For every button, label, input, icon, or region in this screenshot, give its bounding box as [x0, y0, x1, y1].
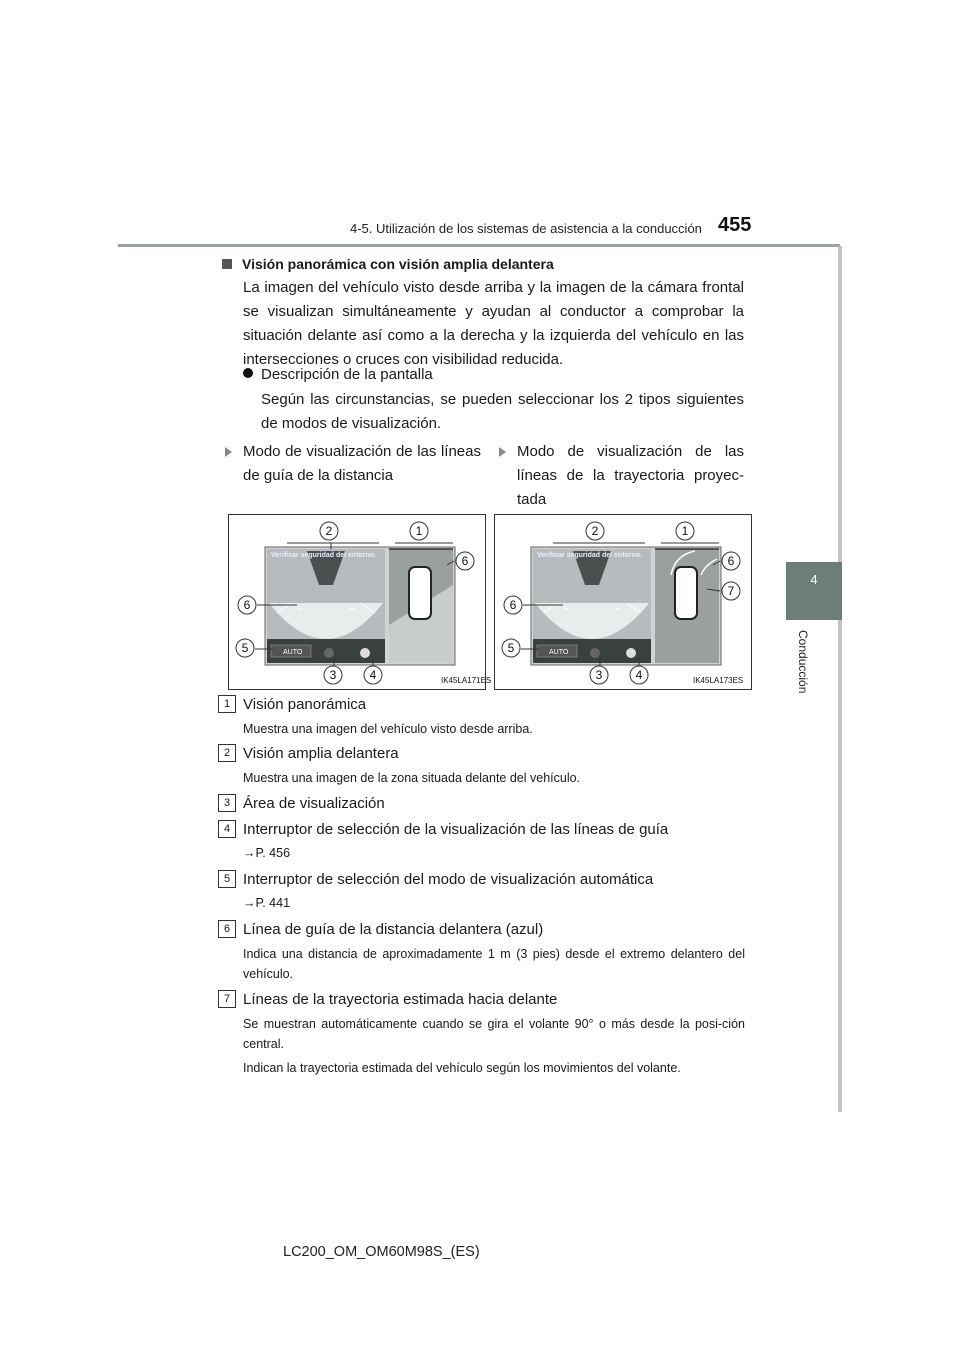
- bullet-dot-icon: [243, 368, 253, 378]
- callout: 1: [415, 524, 423, 538]
- legend-description: Indican la trayectoria estimada del vehículo según los movimientos del volante.: [243, 1061, 681, 1075]
- callout: 7: [727, 584, 735, 598]
- page-reference: →P. 456: [243, 846, 291, 860]
- legend-title: Interruptor de selección de la visualización de las líneas de guía: [243, 821, 669, 838]
- legend-number: 7: [218, 990, 236, 1008]
- mode-left-text: Modo de visualización de las líneas de guía de la distancia: [243, 443, 481, 484]
- callout: 4: [369, 668, 377, 682]
- legend-title: Visión panorámica: [243, 696, 367, 713]
- screen-illustration: [229, 515, 492, 689]
- legend-number: 3: [218, 794, 236, 812]
- legend-description: Muestra una imagen de la zona situada delante del vehículo.: [243, 771, 581, 785]
- legend-number: 1: [218, 695, 236, 713]
- triangle-bullet-icon: [225, 447, 232, 457]
- callout: 5: [507, 641, 515, 655]
- legend-description: Indica una distancia de aproximadamente 1 m (3 pies) desde el extremo delantero del vehículo.: [243, 947, 745, 981]
- bullet-paragraph: Según las circunstancias, se pueden seleccionar los 2 tipos siguientes de modos de visualización.: [261, 391, 744, 432]
- screen-illustration: [495, 515, 751, 689]
- chapter-label: Conducción: [796, 630, 810, 694]
- intro-paragraph: La imagen del vehículo visto desde arriba y la imagen de la cámara frontal se visualizan simultáneamente y ayudan al conductor a comprobar la situación delante así como a la derecha y la izquierda del vehículo en las intersecciones o cruces con visibilidad reducida.: [243, 279, 744, 368]
- callout: 4: [635, 668, 643, 682]
- bullet-text: Descripción de la pantalla: [261, 366, 433, 383]
- header-rule: [118, 244, 840, 247]
- legend-title: Líneas de la trayectoria estimada hacia delante: [243, 991, 558, 1008]
- callout: 2: [325, 524, 333, 538]
- legend-title: Visión amplia delantera: [243, 745, 399, 762]
- section-heading: [222, 256, 554, 272]
- callout: 3: [595, 668, 603, 682]
- mode-right: [517, 440, 744, 512]
- chapter-number: 4: [810, 572, 818, 587]
- callout: 1: [681, 524, 689, 538]
- bullet-item: [243, 366, 433, 383]
- side-bar: [838, 246, 842, 1112]
- square-bullet-icon: [222, 259, 232, 269]
- figure-trajectory-mode: [494, 514, 752, 690]
- footer-code: LC200_OM_OM60M98S_(ES): [283, 1244, 480, 1260]
- callout: 6: [727, 554, 735, 568]
- legend-number: 5: [218, 870, 236, 888]
- callout: 6: [509, 598, 517, 612]
- running-header: 4-5. Utilización de los sistemas de asistencia a la conducción: [350, 221, 702, 236]
- legend-title: Línea de guía de la distancia delantera (azul): [243, 921, 544, 938]
- legend-title: Interruptor de selección del modo de visualización automática: [243, 871, 654, 888]
- legend-number: 6: [218, 920, 236, 938]
- figure-distance-mode: [228, 514, 492, 690]
- triangle-bullet-icon: [499, 447, 506, 457]
- banner-text: Verificar seguridad del entorno.: [271, 552, 377, 559]
- mode-right-text: Modo de visualización de las líneas de la trayectoria proyec-tada: [517, 443, 744, 508]
- page-reference: →P. 441: [243, 896, 291, 910]
- page-number: 455: [718, 214, 752, 236]
- callout: 3: [329, 668, 337, 682]
- legend-title: Área de visualización: [243, 795, 385, 812]
- figure-code: IK45LA171ES: [441, 676, 492, 685]
- callout: 6: [461, 554, 469, 568]
- legend-number: 4: [218, 820, 236, 838]
- chapter-tab: [786, 562, 842, 620]
- callout: 6: [243, 598, 251, 612]
- banner-text: Verificar seguridad del entorno.: [537, 552, 643, 559]
- auto-label: AUTO: [283, 649, 303, 656]
- mode-left: [243, 440, 481, 488]
- callout: 5: [241, 641, 249, 655]
- figure-code: IK45LA173ES: [693, 676, 744, 685]
- section-heading-text: Visión panorámica con visión amplia delantera: [242, 256, 554, 272]
- callout: 2: [591, 524, 599, 538]
- auto-label: AUTO: [549, 649, 569, 656]
- legend-description: Muestra una imagen del vehículo visto desde arriba.: [243, 722, 533, 736]
- legend-description: Se muestran automáticamente cuando se gira el volante 90° o más desde la posi-ción central.: [243, 1017, 745, 1051]
- legend-number: 2: [218, 744, 236, 762]
